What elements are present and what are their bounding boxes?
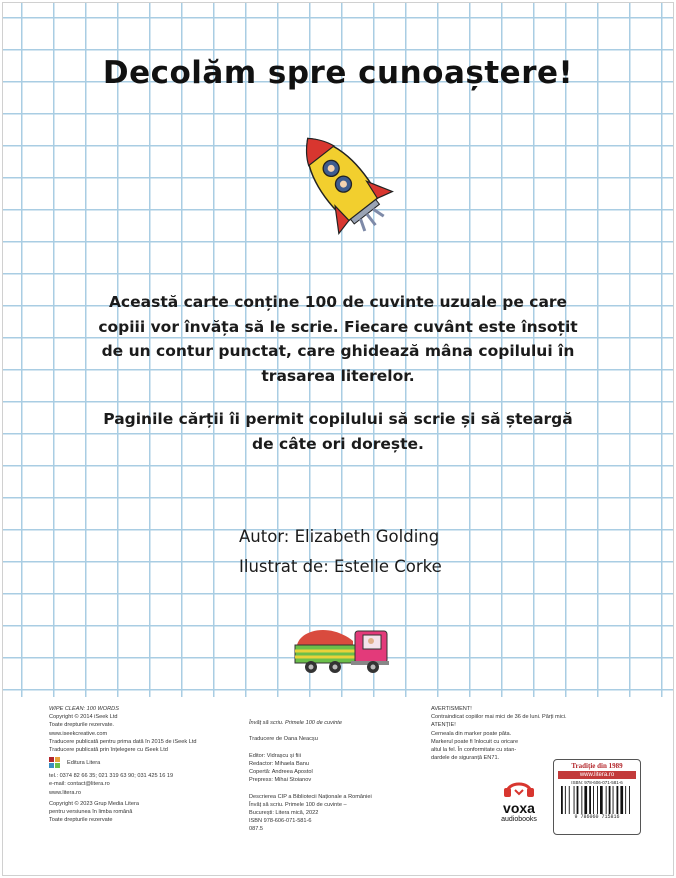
voxa-subtitle: audiobooks	[501, 816, 537, 823]
imprint-line: Traducere de Oana Neacșu	[249, 736, 318, 743]
imprint-line: Redactor: Mihaela Banu	[249, 760, 310, 767]
barcode	[560, 786, 634, 814]
imprint-line: Traducere publicată prin înțelegere cu iSeek Ltd	[49, 747, 168, 754]
description-paragraph-1	[63, 290, 613, 388]
imprint-line: Prepress: Mihai Stoianov	[249, 777, 312, 784]
imprint-line: Traducere publicată pentru prima dată în 2015 de iSeek Ltd	[49, 738, 197, 745]
description-line: copiii vor învăța să le scrie. Fiecare cuvânt este însoțit	[98, 317, 578, 336]
imprint-line: www.litera.ro	[49, 789, 82, 796]
imprint-line: tel.: 0374 82 66 35; 021 319 63 90; 031 425 16 19	[49, 773, 174, 780]
imprint-column-right	[431, 705, 631, 762]
headphones-icon	[502, 775, 536, 797]
illustrator-credit: Ilustrat de: Estelle Corke	[239, 557, 442, 576]
imprint-line: Învăț să scriu. Primele 100 de cuvinte –	[249, 801, 347, 808]
voxa-name: voxa	[503, 800, 535, 816]
imprint-line: www.iseekcreative.com	[49, 730, 108, 737]
warning-line: Markerul poate fi înlocuit cu oricare	[431, 738, 519, 745]
isbn-label: ISBN: 978-606-071-581-6	[571, 780, 623, 785]
barcode-sticker	[553, 759, 641, 835]
description-line: Paginile cărții îi permit copilului să scrie și să șteargă	[103, 410, 573, 428]
description-line: Această carte conține 100 de cuvinte uzuale pe care	[108, 293, 568, 311]
voxa-logo	[489, 775, 549, 824]
imprint-line: 087.5	[249, 826, 263, 833]
warning-heading: AVERTISMENT!	[431, 706, 472, 712]
imprint-line: e-mail: contact@litera.ro	[49, 781, 110, 788]
book-back-cover	[2, 2, 674, 876]
original-title: WIPE CLEAN: 100 WORDS	[49, 706, 119, 712]
barcode-digits: 9 786060 715816	[574, 814, 620, 820]
imprint-line: Copyright © 2023 Grup Media Litera	[49, 800, 139, 807]
imprint-line: Copyright © 2014 iSeek Ltd	[49, 714, 118, 721]
warning-line: altul la fel. În conformitate cu stan-	[431, 747, 517, 754]
tradition-label: Tradiție din 1989	[571, 762, 623, 770]
rocket-illustration	[285, 121, 397, 239]
imprint-line: București: Litera mică, 2022	[249, 810, 319, 817]
description-line: de câte ori dorește.	[252, 434, 424, 453]
imprint-line	[249, 743, 419, 751]
warning-line: dardele de siguranță EN71.	[431, 755, 500, 762]
imprint-section	[3, 697, 673, 876]
imprint-line: Toate drepturile rezervate	[49, 817, 113, 824]
tradition-site: www.litera.ro	[558, 771, 636, 779]
description-line: trasarea literelor.	[261, 366, 415, 385]
imprint-line: Editor: Vidrașcu și fiii	[249, 752, 301, 759]
imprint-line: Descrierea CIP a Bibliotecii Naționale a României	[249, 793, 372, 800]
publisher-block	[49, 757, 239, 769]
imprint-line: Toate drepturile rezervate.	[49, 722, 114, 729]
imprint-column-left	[49, 705, 239, 824]
attention-heading: ATENȚIE!	[431, 722, 456, 729]
description-line: de un contur punctat, care ghidează mâna copilului în	[101, 342, 575, 360]
imprint-line	[249, 784, 419, 792]
imprint-line: pentru versiunea în limba română	[49, 809, 133, 816]
warning-line: Contraindicat copiilor mai mici de 36 de luni. Părți mici.	[431, 714, 567, 721]
warning-line: Cerneala din marker poate păta.	[431, 730, 512, 737]
imprint-column-middle	[249, 719, 419, 834]
book-title-ro: Învăț să scriu. Primele 100 de cuvinte	[249, 720, 342, 726]
publisher-name: Editura Litera	[67, 760, 101, 767]
cover-title: Decolăm spre cunoaștere!	[102, 55, 574, 91]
imprint-line: Copertă: Andreea Apostol	[249, 769, 313, 776]
truck-illustration	[291, 621, 391, 679]
description-paragraph-2	[63, 407, 613, 456]
litera-logo-icon	[49, 757, 63, 769]
author-credit: Autor: Elizabeth Golding	[239, 527, 440, 546]
isbn-line: ISBN 978-606-071-581-6	[249, 818, 312, 825]
